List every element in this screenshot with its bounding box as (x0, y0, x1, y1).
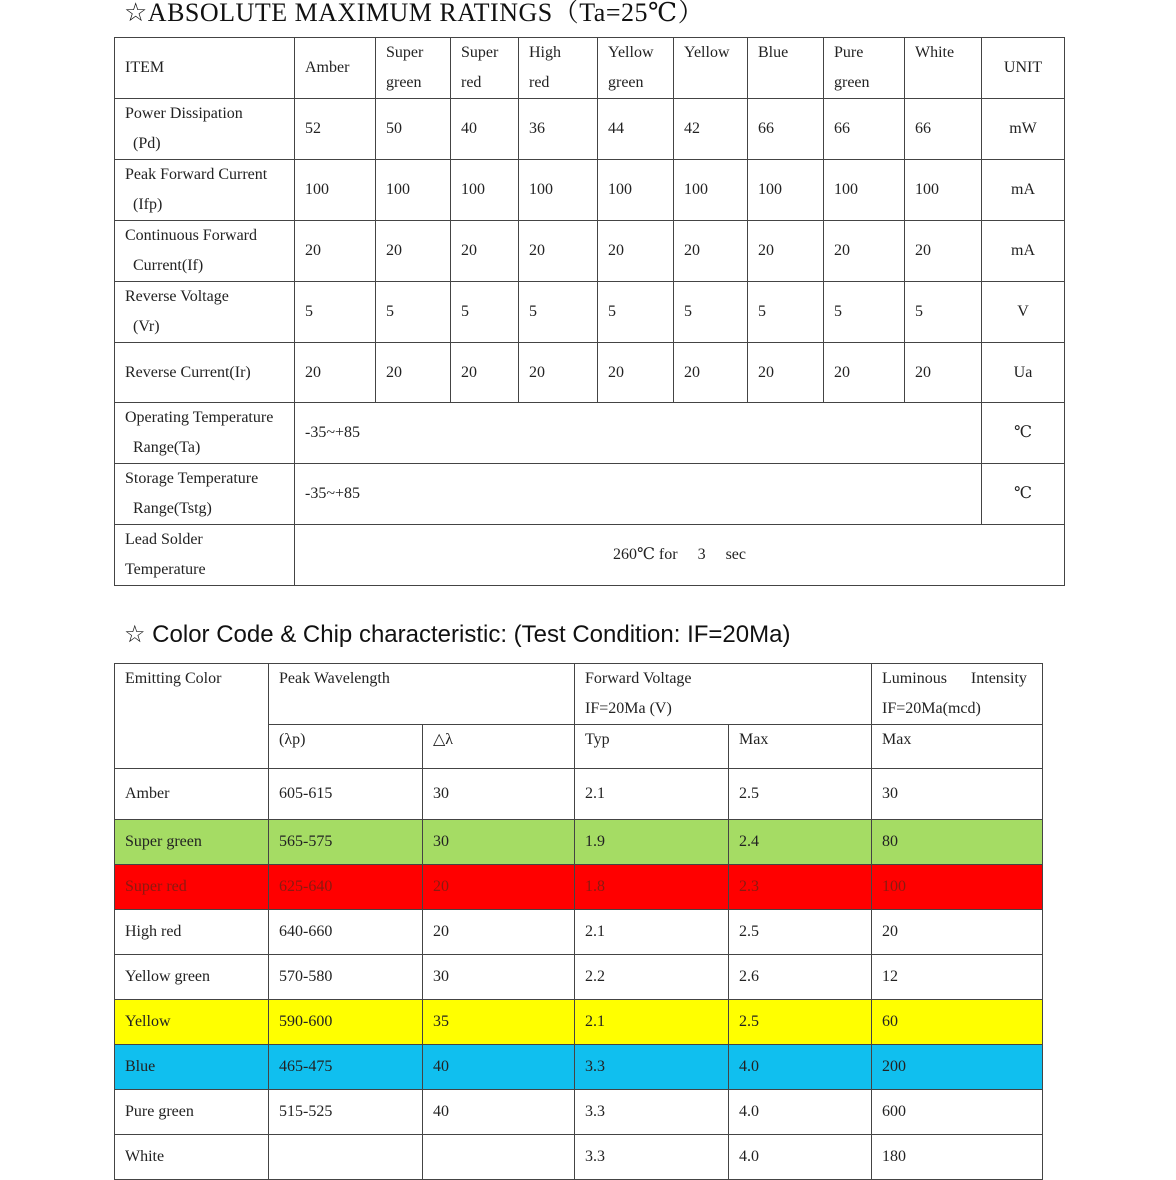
value-cell: 20 (519, 221, 598, 282)
header-unit-label: UNIT (1003, 59, 1043, 76)
color-cell: Super green (115, 820, 269, 865)
rating-row (115, 160, 1065, 221)
rating-row (115, 282, 1065, 343)
header-unit (982, 38, 1065, 99)
color-row (115, 820, 1043, 865)
operating-temperature-unit: ℃ (982, 403, 1065, 464)
color-row (115, 1000, 1043, 1045)
item-cell (115, 160, 295, 221)
value-cell: 100 (824, 160, 905, 221)
header-lum-max: Max (872, 725, 1043, 769)
peak-cell: 465-475 (269, 1045, 423, 1090)
value-cell: 20 (674, 343, 748, 403)
value-cell: 20 (598, 221, 674, 282)
value-cell: 5 (674, 282, 748, 343)
lum-cell: 100 (872, 865, 1043, 910)
header-high-red (519, 38, 598, 99)
value-cell: 100 (376, 160, 451, 221)
header-blue-label: Blue (758, 44, 789, 61)
lum-cell: 12 (872, 955, 1043, 1000)
header-amber (295, 38, 376, 99)
peak-cell: 605-615 (269, 769, 423, 820)
value-cell: 20 (905, 221, 982, 282)
value-cell: 20 (748, 221, 824, 282)
value-cell: 20 (519, 343, 598, 403)
rating-row (115, 343, 1065, 403)
unit-cell: Ua (982, 343, 1065, 403)
max-cell: 2.6 (729, 955, 872, 1000)
max-cell: 4.0 (729, 1135, 872, 1180)
peak-cell: 515-525 (269, 1090, 423, 1135)
value-cell: 50 (376, 99, 451, 160)
typ-cell: 3.3 (575, 1045, 729, 1090)
peak-cell: 625-640 (269, 865, 423, 910)
solder-time: 3 (697, 546, 706, 563)
lead-solder-value (295, 525, 1065, 586)
color-cell: Pure green (115, 1090, 269, 1135)
item-line1: Reverse Voltage (125, 288, 229, 305)
value-cell: 100 (519, 160, 598, 221)
header-white-label: White (915, 44, 955, 61)
storage-temperature-unit: ℃ (982, 464, 1065, 525)
value-cell: 42 (674, 99, 748, 160)
value-cell: 100 (295, 160, 376, 221)
value-cell: 20 (451, 221, 519, 282)
value-cell: 20 (824, 221, 905, 282)
rating-row (115, 221, 1065, 282)
value-cell: 5 (824, 282, 905, 343)
header-super-green (376, 38, 451, 99)
header-max: Max (729, 725, 872, 769)
item-line1: Peak Forward Current (125, 166, 268, 183)
value-cell: 20 (295, 221, 376, 282)
item-line1: Storage Temperature (125, 470, 259, 487)
header-white (905, 38, 982, 99)
item-line2: (Pd) (133, 135, 161, 152)
value-cell: 20 (674, 221, 748, 282)
header-yellow-green-line2: green (608, 74, 644, 91)
lum-cell: 200 (872, 1045, 1043, 1090)
header-yellow-green (598, 38, 674, 99)
color-cell: Blue (115, 1045, 269, 1090)
max-cell: 2.5 (729, 1000, 872, 1045)
delta-cell: 30 (423, 820, 575, 865)
forward-voltage-line1: Forward Voltage (585, 670, 692, 687)
item-line1: Operating Temperature (125, 409, 274, 426)
unit-cell: mA (982, 221, 1065, 282)
color-cell: Amber (115, 769, 269, 820)
item-line1: Reverse Current(Ir) (125, 363, 251, 381)
color-cell: Super red (115, 865, 269, 910)
header-forward-voltage (575, 664, 872, 725)
typ-cell: 3.3 (575, 1135, 729, 1180)
item-cell (115, 221, 295, 282)
max-cell: 2.4 (729, 820, 872, 865)
peak-cell: 570-580 (269, 955, 423, 1000)
delta-cell (423, 1135, 575, 1180)
delta-cell: 20 (423, 910, 575, 955)
value-cell: 20 (748, 343, 824, 403)
storage-temperature-value: -35~+85 (295, 464, 982, 525)
item-line2: Temperature (125, 561, 206, 578)
header-yellow-green-line1: Yellow (608, 44, 654, 61)
max-cell: 2.5 (729, 910, 872, 955)
header-peak-wavelength: Peak Wavelength (269, 664, 575, 725)
header-typ: Typ (575, 725, 729, 769)
item-cell (115, 464, 295, 525)
item-line1: Power Dissipation (125, 105, 243, 122)
value-cell: 36 (519, 99, 598, 160)
typ-cell: 1.9 (575, 820, 729, 865)
color-row (115, 1090, 1043, 1135)
header-yellow (674, 38, 748, 99)
item-line2: Current(If) (133, 257, 204, 274)
absolute-max-ratings-table (114, 37, 1065, 586)
delta-cell: 40 (423, 1045, 575, 1090)
intensity-word: Intensity (970, 670, 1027, 687)
value-cell: 66 (748, 99, 824, 160)
value-cell: 66 (824, 99, 905, 160)
color-code-table (114, 663, 1043, 1180)
peak-cell (269, 1135, 423, 1180)
value-cell: 5 (748, 282, 824, 343)
header-item-label: ITEM (125, 59, 165, 76)
color-cell: Yellow green (115, 955, 269, 1000)
color-row (115, 1045, 1043, 1090)
absolute-max-ratings-title: ☆ABSOLUTE MAXIMUM RATINGS（Ta=25℃） (124, 0, 705, 27)
header-amber-label: Amber (305, 59, 350, 76)
header-super-red-line2: red (461, 74, 482, 91)
header-yellow-label: Yellow (684, 44, 730, 61)
lum-cell: 30 (872, 769, 1043, 820)
value-cell: 20 (824, 343, 905, 403)
value-cell: 20 (376, 221, 451, 282)
header-pure-green-line1: Pure (834, 44, 864, 61)
item-cell (115, 99, 295, 160)
value-cell: 20 (905, 343, 982, 403)
max-cell: 2.5 (729, 769, 872, 820)
color-row (115, 1135, 1043, 1180)
typ-cell: 2.2 (575, 955, 729, 1000)
unit-cell: mW (982, 99, 1065, 160)
item-cell (115, 525, 295, 586)
delta-cell: 30 (423, 955, 575, 1000)
value-cell: 66 (905, 99, 982, 160)
color-cell: High red (115, 910, 269, 955)
value-cell: 20 (451, 343, 519, 403)
color-row (115, 910, 1043, 955)
item-line2: Range(Ta) (133, 439, 201, 456)
lum-cell: 60 (872, 1000, 1043, 1045)
value-cell: 100 (674, 160, 748, 221)
header-blue (748, 38, 824, 99)
operating-temperature-value: -35~+85 (295, 403, 982, 464)
operating-temperature-row (115, 403, 1065, 464)
delta-cell: 35 (423, 1000, 575, 1045)
luminous-line2: IF=20Ma(mcd) (882, 700, 981, 717)
lum-cell: 180 (872, 1135, 1043, 1180)
header-luminous-intensity (872, 664, 1043, 725)
item-cell (115, 282, 295, 343)
value-cell: 44 (598, 99, 674, 160)
header-pure-green-line2: green (834, 74, 870, 91)
header-row (115, 38, 1065, 99)
header-super-green-line2: green (386, 74, 422, 91)
color-cell: White (115, 1135, 269, 1180)
typ-cell: 3.3 (575, 1090, 729, 1135)
solder-for: for (658, 546, 678, 563)
typ-cell: 2.1 (575, 910, 729, 955)
value-cell: 5 (905, 282, 982, 343)
peak-cell: 590-600 (269, 1000, 423, 1045)
luminous-word: Luminous (882, 670, 947, 687)
value-cell: 5 (519, 282, 598, 343)
header-lambda-p: (λp) (269, 725, 423, 769)
color-cell: Yellow (115, 1000, 269, 1045)
item-line1: Continuous Forward (125, 227, 257, 244)
color-code-title: ☆ Color Code & Chip characteristic: (Test Condition: IF=20Ma) (124, 621, 791, 648)
item-cell (115, 403, 295, 464)
item-line1: Lead Solder (125, 531, 203, 548)
value-cell: 5 (376, 282, 451, 343)
header-super-red-line1: Super (461, 44, 499, 61)
delta-cell: 30 (423, 769, 575, 820)
header-super-green-line1: Super (386, 44, 424, 61)
max-cell: 4.0 (729, 1090, 872, 1135)
peak-cell: 565-575 (269, 820, 423, 865)
value-cell: 100 (905, 160, 982, 221)
peak-cell: 640-660 (269, 910, 423, 955)
lum-cell: 600 (872, 1090, 1043, 1135)
color-row (115, 955, 1043, 1000)
lum-cell: 20 (872, 910, 1043, 955)
typ-cell: 2.1 (575, 769, 729, 820)
max-cell: 4.0 (729, 1045, 872, 1090)
item-line2: (Vr) (133, 318, 160, 335)
header-item (115, 38, 295, 99)
solder-sec: sec (725, 546, 746, 563)
typ-cell: 1.8 (575, 865, 729, 910)
forward-voltage-line2: IF=20Ma (V) (585, 700, 672, 717)
lum-cell: 80 (872, 820, 1043, 865)
ratings-body (115, 99, 1065, 403)
delta-cell: 40 (423, 1090, 575, 1135)
typ-cell: 2.1 (575, 1000, 729, 1045)
unit-cell: V (982, 282, 1065, 343)
value-cell: 20 (376, 343, 451, 403)
item-cell (115, 343, 295, 403)
value-cell: 52 (295, 99, 376, 160)
rating-row (115, 99, 1065, 160)
value-cell: 100 (598, 160, 674, 221)
value-cell: 100 (451, 160, 519, 221)
item-line2: Range(Tstg) (133, 500, 212, 517)
value-cell: 5 (451, 282, 519, 343)
value-cell: 5 (598, 282, 674, 343)
header-row-1 (115, 664, 1043, 725)
value-cell: 20 (295, 343, 376, 403)
color-row (115, 769, 1043, 820)
header-delta-lambda: △λ (423, 725, 575, 769)
header-high-red-line1: High (529, 44, 561, 61)
color-row (115, 865, 1043, 910)
header-super-red (451, 38, 519, 99)
unit-cell: mA (982, 160, 1065, 221)
value-cell: 40 (451, 99, 519, 160)
storage-temperature-row (115, 464, 1065, 525)
lead-solder-row (115, 525, 1065, 586)
value-cell: 5 (295, 282, 376, 343)
solder-temp: 260℃ (613, 546, 655, 563)
value-cell: 20 (598, 343, 674, 403)
value-cell: 100 (748, 160, 824, 221)
delta-cell: 20 (423, 865, 575, 910)
header-pure-green (824, 38, 905, 99)
header-emitting-color: Emitting Color (115, 664, 269, 769)
max-cell: 2.3 (729, 865, 872, 910)
item-line2: (Ifp) (133, 196, 163, 213)
header-high-red-line2: red (529, 74, 550, 91)
color-code-body (115, 769, 1043, 1180)
